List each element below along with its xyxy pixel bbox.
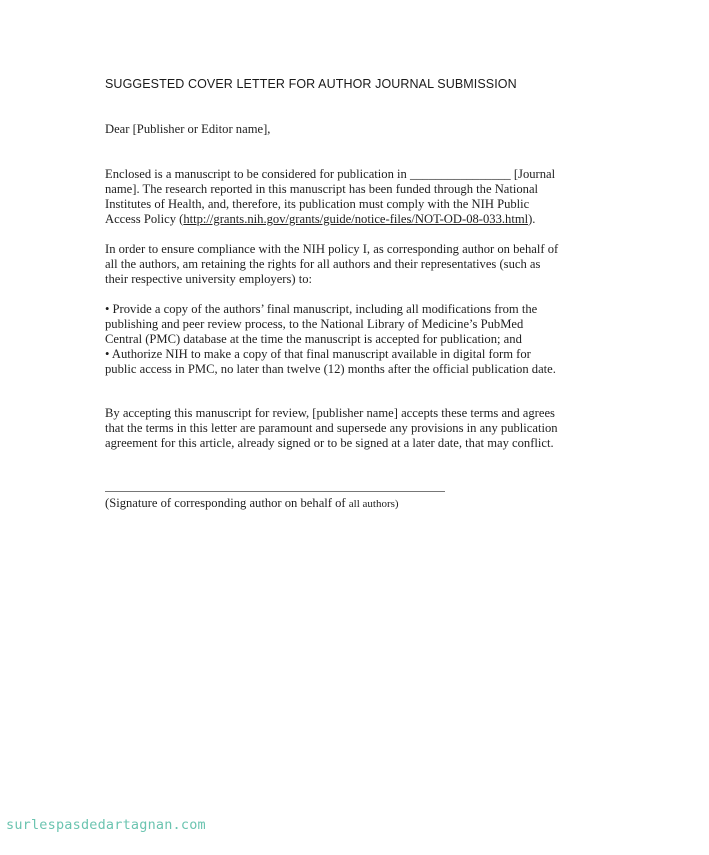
bullet-list bbox=[105, 302, 556, 377]
bullet-item-provide-cont: Central (PMC) database at the time the manuscript is accepted for publication; and bbox=[105, 332, 522, 346]
signature-line bbox=[105, 491, 445, 492]
paragraph-line: their respective university employers) to: bbox=[105, 272, 313, 286]
paragraph-line: Institutes of Health, and, therefore, its publication must comply with the NIH Public bbox=[105, 197, 530, 211]
paragraph-line: that the terms in this letter are paramount and supersede any provisions in any publication bbox=[105, 421, 558, 435]
link-prefix: Access Policy ( bbox=[105, 212, 184, 226]
nih-policy-link[interactable]: http://grants.nih.gov/grants/guide/notice-files/NOT-OD-08-033.html bbox=[183, 212, 529, 226]
paragraph-line: By accepting this manuscript for review, [publisher name] accepts these terms and agrees bbox=[105, 406, 555, 420]
paragraph-line-with-link bbox=[105, 212, 555, 227]
paragraph-line: In order to ensure compliance with the NIH policy I, as corresponding author on behalf of bbox=[105, 242, 559, 256]
link-suffix: ). bbox=[528, 212, 536, 226]
signature-caption-main: (Signature of corresponding author on behalf of bbox=[105, 496, 349, 510]
paragraph-line: agreement for this article, already signed or to be signed at a later date, that may conflict. bbox=[105, 436, 554, 450]
salutation bbox=[105, 122, 270, 137]
bullet-item-authorize-cont: public access in PMC, no later than twelve (12) months after the official publication date. bbox=[105, 362, 556, 376]
paragraph-line: Enclosed is a manuscript to be considered for publication in ________________ [Journal bbox=[105, 167, 556, 181]
signature-caption-small: all authors) bbox=[348, 498, 399, 510]
bullet-item-provide-cont: publishing and peer review process, to the National Library of Medicine’s PubMed bbox=[105, 317, 524, 331]
paragraph-line: name]. The research reported in this manuscript has been funded through the National bbox=[105, 182, 539, 196]
bullet-item-provide: • Provide a copy of the authors’ final manuscript, including all modifications from the bbox=[105, 302, 538, 316]
bullet-item-authorize: • Authorize NIH to make a copy of that final manuscript available in digital form for bbox=[105, 347, 531, 361]
paragraph-line: all the authors, am retaining the rights for all authors and their representatives (such as bbox=[105, 257, 541, 271]
site-watermark: surlespasdedartagnan.com bbox=[6, 817, 206, 833]
paragraph-accepting bbox=[105, 406, 558, 451]
salutation-text: Dear [Publisher or Editor name], bbox=[105, 122, 271, 136]
paragraph-enclosed bbox=[105, 167, 555, 227]
letter-title: SUGGESTED COVER LETTER FOR AUTHOR JOURNAL SUBMISSION bbox=[105, 77, 517, 91]
paragraph-compliance bbox=[105, 242, 558, 287]
signature-caption bbox=[105, 496, 399, 511]
